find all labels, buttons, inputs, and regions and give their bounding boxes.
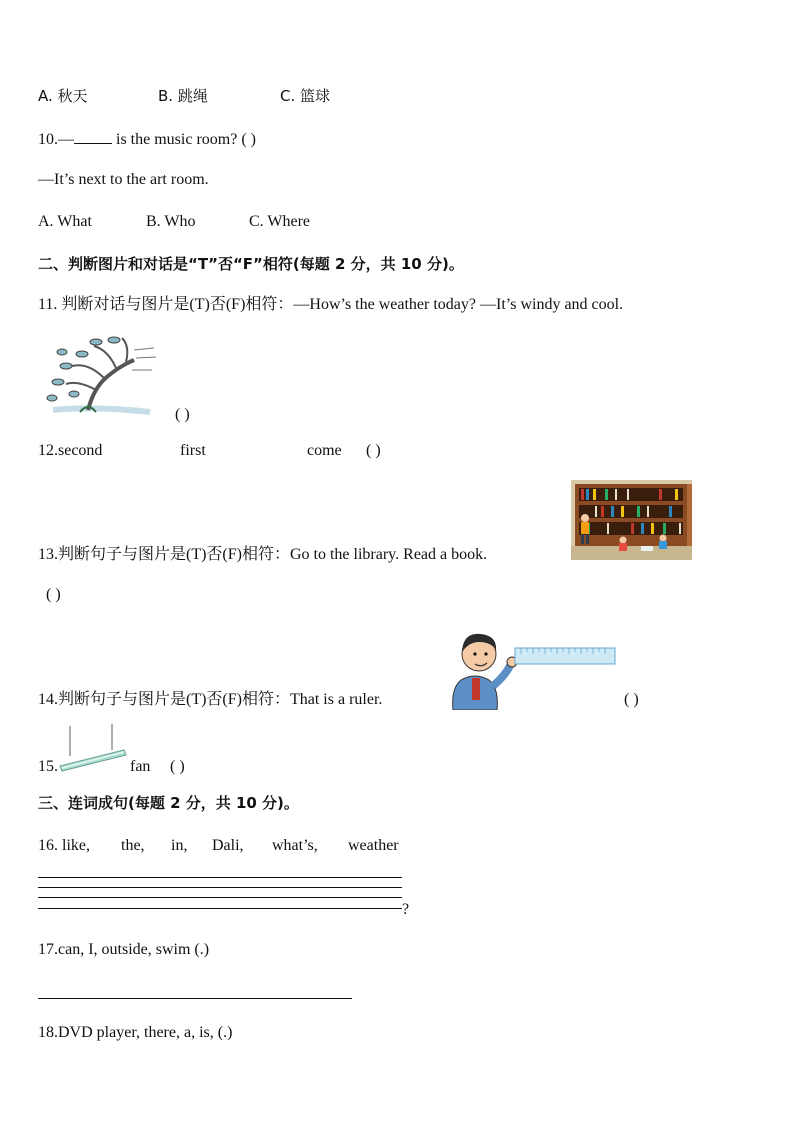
q10-option-a: A. What bbox=[38, 213, 92, 230]
q16-word-5: what’s, bbox=[272, 837, 318, 854]
q10-question: 10.— is the music room? ( ) bbox=[38, 131, 256, 148]
answer-line[interactable] bbox=[38, 908, 402, 909]
q9-option-a: A. 秋天 bbox=[38, 87, 88, 105]
q10-answer-line: —It’s next to the art room. bbox=[38, 171, 209, 188]
q16-word-1: 16. like, bbox=[38, 837, 90, 854]
q14-answer-paren[interactable]: ( ) bbox=[624, 691, 639, 708]
q10-option-b: B. Who bbox=[146, 213, 196, 230]
q15-answer-paren[interactable]: ( ) bbox=[170, 758, 185, 775]
answer-line[interactable] bbox=[38, 998, 352, 999]
windy-tree-image bbox=[38, 332, 158, 418]
q16-word-6: weather bbox=[348, 837, 399, 854]
q13-question: 13.判断句子与图片是(T)否(F)相符：Go to the library. Read a book. bbox=[38, 546, 488, 563]
q12-answer-paren[interactable]: ( ) bbox=[366, 442, 381, 459]
q11-answer-paren[interactable]: ( ) bbox=[175, 406, 190, 423]
answer-line[interactable] bbox=[38, 877, 402, 878]
boy-with-ruler-image bbox=[445, 624, 617, 710]
q16-word-2: the, bbox=[121, 837, 145, 854]
q18-question: 18.DVD player, there, a, is, (.) bbox=[38, 1024, 233, 1041]
answer-line[interactable] bbox=[38, 897, 402, 898]
q12-word-1: 12.second bbox=[38, 442, 103, 459]
q9-option-b: B. 跳绳 bbox=[158, 87, 208, 105]
q15-word: fan bbox=[130, 758, 151, 775]
q17-question: 17.can, I, outside, swim (.) bbox=[38, 941, 210, 958]
answer-blank[interactable] bbox=[74, 129, 112, 144]
q16-end-mark: ? bbox=[402, 901, 410, 918]
q10-option-c: C. Where bbox=[249, 213, 311, 230]
section-2-title: 二、判断图片和对话是“T”否“F”相符(每题 2 分，共 10 分)。 bbox=[38, 255, 464, 273]
q13-answer-paren[interactable]: ( ) bbox=[46, 586, 61, 603]
fluorescent-lamp-image bbox=[58, 724, 128, 772]
q11-question: 11. 判断对话与图片是(T)否(F)相符：—How’s the weather today? —It’s windy and cool. bbox=[38, 296, 624, 313]
q16-word-4: Dali, bbox=[212, 837, 244, 854]
q15-number: 15. bbox=[38, 758, 58, 775]
q12-word-2: first bbox=[180, 442, 206, 459]
answer-line[interactable] bbox=[38, 887, 402, 888]
library-image bbox=[571, 480, 692, 560]
q12-word-3: come bbox=[307, 442, 342, 459]
q14-question: 14.判断句子与图片是(T)否(F)相符：That is a ruler. bbox=[38, 691, 383, 708]
q16-word-3: in, bbox=[171, 837, 188, 854]
section-3-title: 三、连词成句(每题 2 分，共 10 分)。 bbox=[38, 794, 299, 812]
q9-option-c: C. 篮球 bbox=[280, 87, 331, 105]
